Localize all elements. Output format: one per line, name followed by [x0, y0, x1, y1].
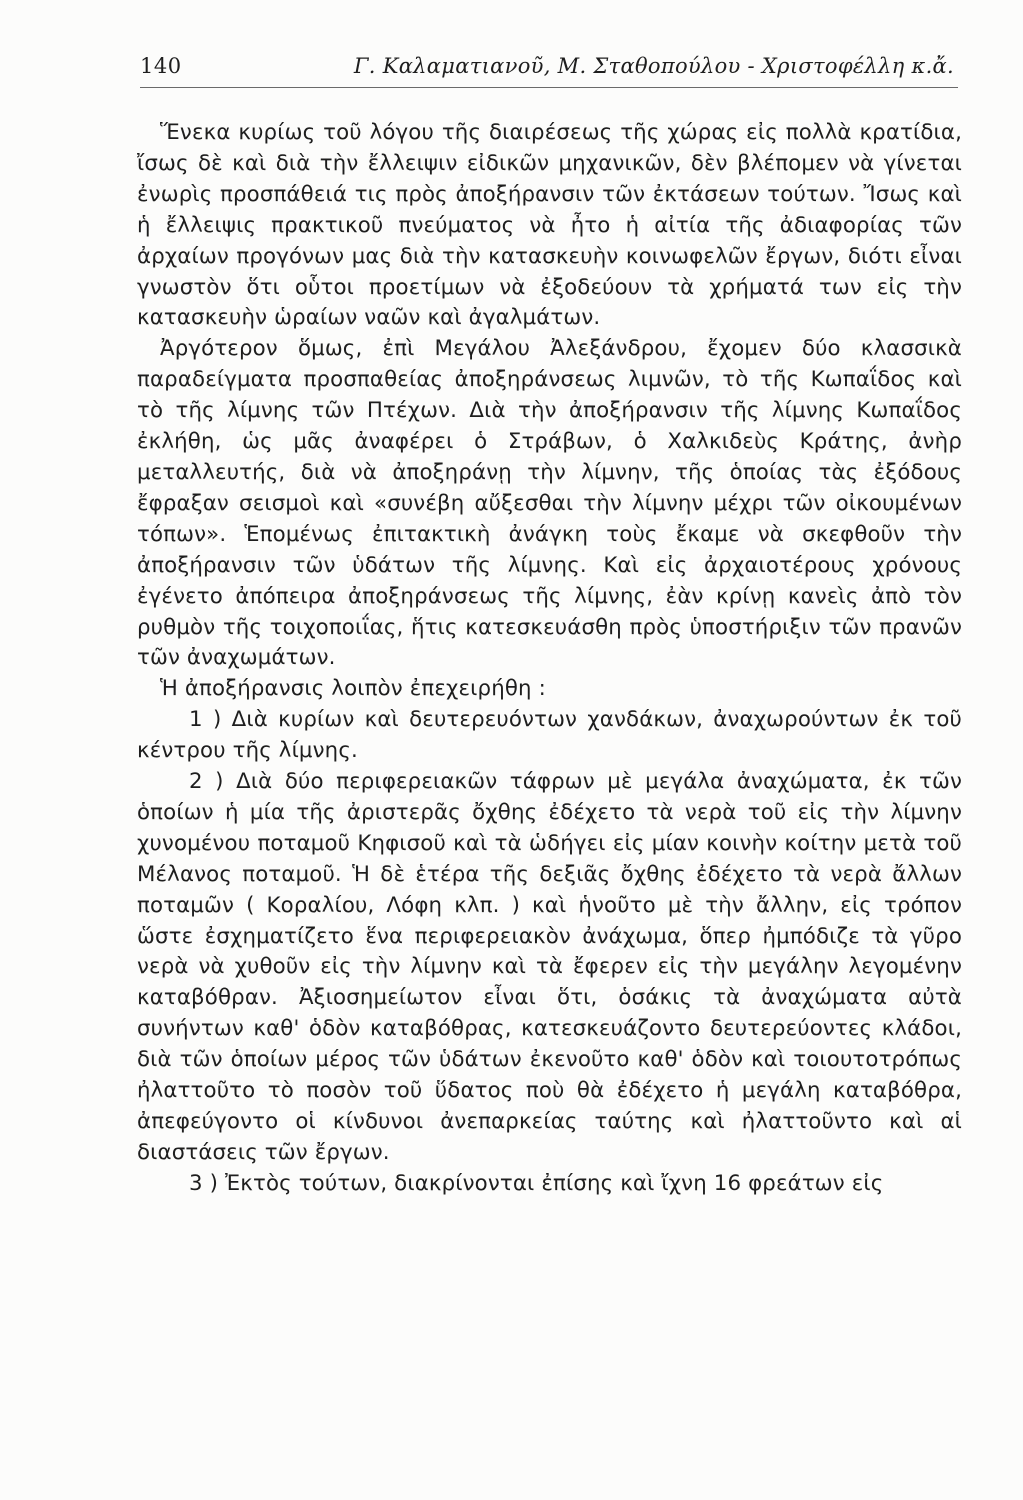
page-header	[140, 50, 960, 90]
list-item-3: 3 ) Ἐκτὸς τούτων, διακρίνονται ἐπίσης καὶ ἴχνη 16 φρεάτων εἰς	[189, 1170, 884, 1196]
body-text	[137, 118, 962, 1200]
header-rule	[140, 87, 958, 88]
paragraph-intro: Ἕνεκα κυρίως τοῦ λόγου τῆς διαιρέσεως τῆς χώρας εἰς πολλὰ κρατίδια, ἴσως δὲ καὶ διὰ τὴν ἔλλειψιν εἰδικῶν μηχανικῶν, δὲν βλέπομεν νὰ γίνεται ἐνωρὶς προσπάθειά τις πρὸς ἀποξήρανσιν τῶν ἐκτάσεων τούτων. Ἴσως καὶ ἡ ἔλλειψις πρακτικοῦ πνεύματος νὰ ἦτο ἡ αἰτία τῆς ἀδιαφορίας τῶν ἀρχαίων προγόνων μας διὰ τὴν κατασκευὴν κοινωφελῶν ἔργων, διότι εἶναι γνωστὸν ὅτι οὗτοι προετίμων νὰ ἐξοδεύουν τὰ χρήματά των εἰς τὴν κατασκευὴν ὡραίων ναῶν καὶ ἀγαλμάτων.	[137, 120, 962, 331]
paragraph-alexander: Ἀργότερον ὅμως, ἐπὶ Μεγάλου Ἀλεξάνδρου, ἔχομεν δύο κλασσικὰ παραδείγματα προσπαθείας ἀποξηράνσεως λιμνῶν, τὸ τῆς Κωπαΐδος καὶ τὸ τῆς λίμνης τῶν Πτέχων. Διὰ τὴν ἀποξήρανσιν τῆς λίμνης Κωπαΐδος ἐκλήθη, ὡς μᾶς ἀναφέρει ὁ Στράβων, ὁ Χαλκιδεὺς Κράτης, ἀνὴρ μεταλλευτής, διὰ νὰ ἀποξηράνῃ τὴν λίμνην, τῆς ὁποίας τὰς ἐξόδους ἔφραξαν σεισμοὶ καὶ «συνέβη αὔξεσθαι τὴν λίμνην μέχρι τῶν οἰκουμένων τόπων». Ἑπομένως ἐπιτακτικὴ ἀνάγκη τοὺς ἔκαμε νὰ σκεφθοῦν τὴν ἀποξήρανσιν τῶν ὑδάτων τῆς λίμνης. Καὶ εἰς ἀρχαιοτέρους χρόνους ἐγένετο ἀπόπειρα ἀποξηράνσεως τῆς λίμνης, ἐὰν κρίνῃ κανεὶς ἀπὸ τὸν ρυθμὸν τῆς τοιχοποιΐας, ἥτις κατεσκευάσθη πρὸς ὑποστήριξιν τῶν πρανῶν τῶν ἀναχωμάτων.	[137, 336, 962, 671]
list-item-1: 1 ) Διὰ κυρίων καὶ δευτερευόντων χανδάκων, ἀναχωρούντων ἐκ τοῦ κέντρου τῆς λίμνης.	[137, 707, 962, 764]
running-head: Γ. Καλαματιανοῦ, Μ. Σταθοπούλου - Χριστοφέλλη κ.ἄ.	[353, 54, 954, 78]
paragraph-list-lead: Ἡ ἀποξήρανσις λοιπὸν ἐπεχειρήθη :	[160, 676, 546, 702]
list-item-2: 2 ) Διὰ δύο περιφερειακῶν τάφρων μὲ μεγάλα ἀναχώματα, ἐκ τῶν ὁποίων ἡ μία τῆς ἀριστερᾶς ὄχθης ἐδέχετο τὰ νερὰ τοῦ εἰς τὴν λίμνην χυνομένου ποταμοῦ Κηφισοῦ καὶ τὰ ὡδήγει εἰς μίαν κοινὴν κοίτην μετὰ τοῦ Μέλανος ποταμοῦ. Ἡ δὲ ἑτέρα τῆς δεξιᾶς ὄχθης ἐδέχετο τὰ νερὰ ἄλλων ποταμῶν ( Κοραλίου, Λόφη κλπ. ) καὶ ἡνοῦτο μὲ τὴν ἄλλην, εἰς τρόπον ὥστε ἐσχηματίζετο ἕνα περιφερειακὸν ἀνάχωμα, ὅπερ ἠμπόδιζε τὰ γῦρο νερὰ νὰ χυθοῦν εἰς τὴν λίμνην καὶ τὰ ἔφερεν εἰς τὴν μεγάλην λεγομένην καταβόθραν. Ἀξιοσημείωτον εἶναι ὅτι, ὁσάκις τὰ ἀναχώματα αὐτὰ συνήντων καθ' ὁδὸν καταβόθρας, κατεσκευάζοντο δευτερεύοντες κλάδοι, διὰ τῶν ὁποίων μέρος τῶν ὑδάτων ἐκενοῦτο καθ' ὁδὸν καὶ τοιουτοτρόπως ἠλαττοῦτο τὸ ποσὸν τοῦ ὕδατος ποὺ θὰ ἐδέχετο ἡ μεγάλη καταβόθρα, ἀπεφεύγοντο οἱ κίνδυνοι ἀνεπαρκείας ταύτης καὶ ἠλαττοῦντο καὶ αἱ διαστάσεις τῶν ἔργων.	[137, 769, 962, 1165]
page-number: 140	[140, 54, 182, 78]
